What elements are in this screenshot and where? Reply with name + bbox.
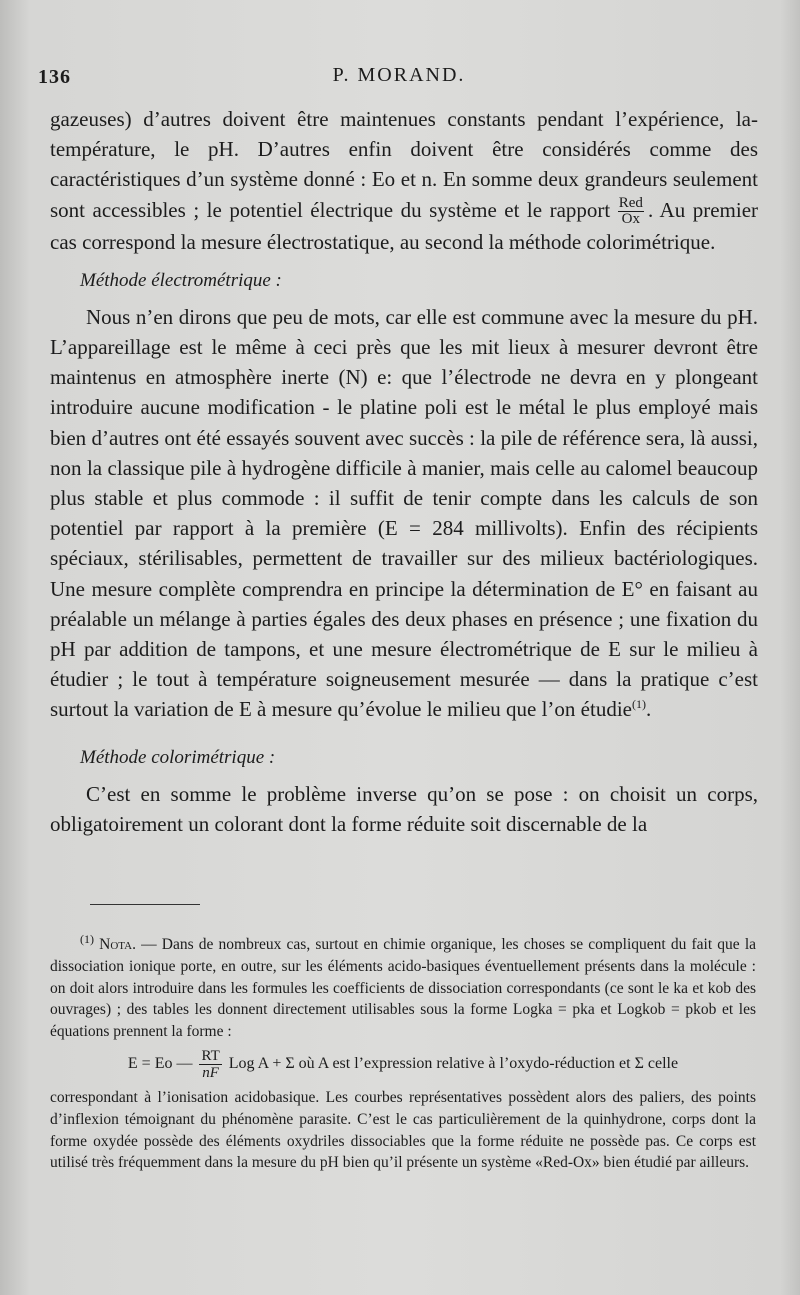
- formula-left: E = Eo —: [127, 1055, 193, 1073]
- section-heading-electrometric: Méthode électrométrique :: [80, 269, 282, 291]
- red-ox-fraction: [618, 196, 644, 227]
- paragraph-1-text: gazeuses) d’autres doivent être maintenues constants pendant l’expérience, la-température, le pH. D’autres enfin doivent être considérés comme des caractéristiques d’un système donné : Eo et n. En somme deux grandeurs seulement sont accessibles ; le potentiel électrique du système et le rapport: [50, 107, 758, 222]
- paragraph-2-end: .: [645, 697, 652, 722]
- footnote-formula: [50, 1048, 756, 1081]
- running-head: P. MORAND.: [332, 64, 466, 86]
- formula-numerator: RT: [201, 1047, 220, 1064]
- page-header: [38, 62, 760, 96]
- footnote-para-1: [50, 931, 757, 1043]
- paragraph-2: [50, 302, 758, 725]
- paragraph-1-end: . Au premier cas correspond la mesure électrostatique, au second la méthode colorimétrique.: [50, 197, 759, 255]
- footnote: [50, 931, 757, 1174]
- footnote-para-2: correspondant à l’ionisation acidobasique. Les courbes représentatives possèdent alors des paliers, des points d’inflexion témoignant du phénomène parasite. C’est le cas particulièrement de la quinhydrone, corps dont la forme oxydée possède des éléments oxydriles dissociables que la forme réduite ne possède pas. Ce corps est utilisé très fréquemment dans la mesure du pH bien qu’il présente un système «Red-Ox» bien étudié par ailleurs.: [50, 1088, 756, 1172]
- footnote-ref: (1): [631, 697, 646, 712]
- paragraph-2-text: Nous n’en dirons que peu de mots, car elle est commune avec la mesure du pH. L’appareillage est le même à ceci près que les mit lieux à mesurer devront être maintenus en atmosphère inerte (N) e: que l’électrode ne devra en y plongeant introduire aucune modification - le platine poli est le métal le plus employé mais bien d’autres ont été essayés souvent avec succès : la pile de référence sera, là aussi, non la classique pile à hydrogène difficile à manier, mais celle au calomel beaucoup plus stable et plus commode : il suffit de tenir compte dans les calculs de son potentiel par rapport à la première (E = 284 millivolts). Enfin des récipients spéciaux, stérilisables, permettent de travailler sur des milieux bactériologiques. Une mesure complète comprendra en principe la détermination de E° en faisant au préalable un mélange à parties égales des deux phases en présence ; une fixation du pH par addition de tampons, et une mesure électrométrique de E sur le milieu à étudier ; le tout à température soigneusement mesurée — dans la pratique c’est surtout la variation de E à mesure qu’évolue le milieu que l’on étudie: [50, 304, 758, 722]
- footnote-text-1: — Dans de nombreux cas, surtout en chimie organique, les choses se compliquent du fait que la dissociation ionique porte, en outre, sur les éléments acido-basiques éventuellement présents dans la molécule : on doit alors introduire dans les formules les coefficients de dissociation correspondants (ce sont le ka et kob des ouvrages) ; des tables les donnent directement utilisables sous la forme Logka = pka et Logkob = pkob et les équations prennent la forme :: [50, 936, 757, 1041]
- paragraph-1: [50, 104, 758, 258]
- formula-denominator: nF: [202, 1064, 219, 1081]
- footnote-label: Nota.: [99, 936, 136, 953]
- footnote-marker: (1): [80, 931, 94, 946]
- footnote-divider: [90, 904, 200, 905]
- main-text: [50, 104, 758, 839]
- paragraph-3: C’est en somme le problème inverse qu’on se pose : on choisit un corps, obligatoirement un colorant dont la forme réduite soit discernable de la: [50, 781, 758, 836]
- formula-right: Log A + Σ où A est l’expression relative à l’oxydo-réduction et Σ celle: [228, 1055, 679, 1073]
- fraction-denominator: Ox: [621, 211, 641, 228]
- fraction-numerator: Red: [618, 195, 643, 212]
- page-number: 136: [38, 66, 71, 88]
- section-heading-colorimetric: Méthode colorimétrique :: [80, 746, 276, 768]
- formula-fraction: [199, 1048, 221, 1081]
